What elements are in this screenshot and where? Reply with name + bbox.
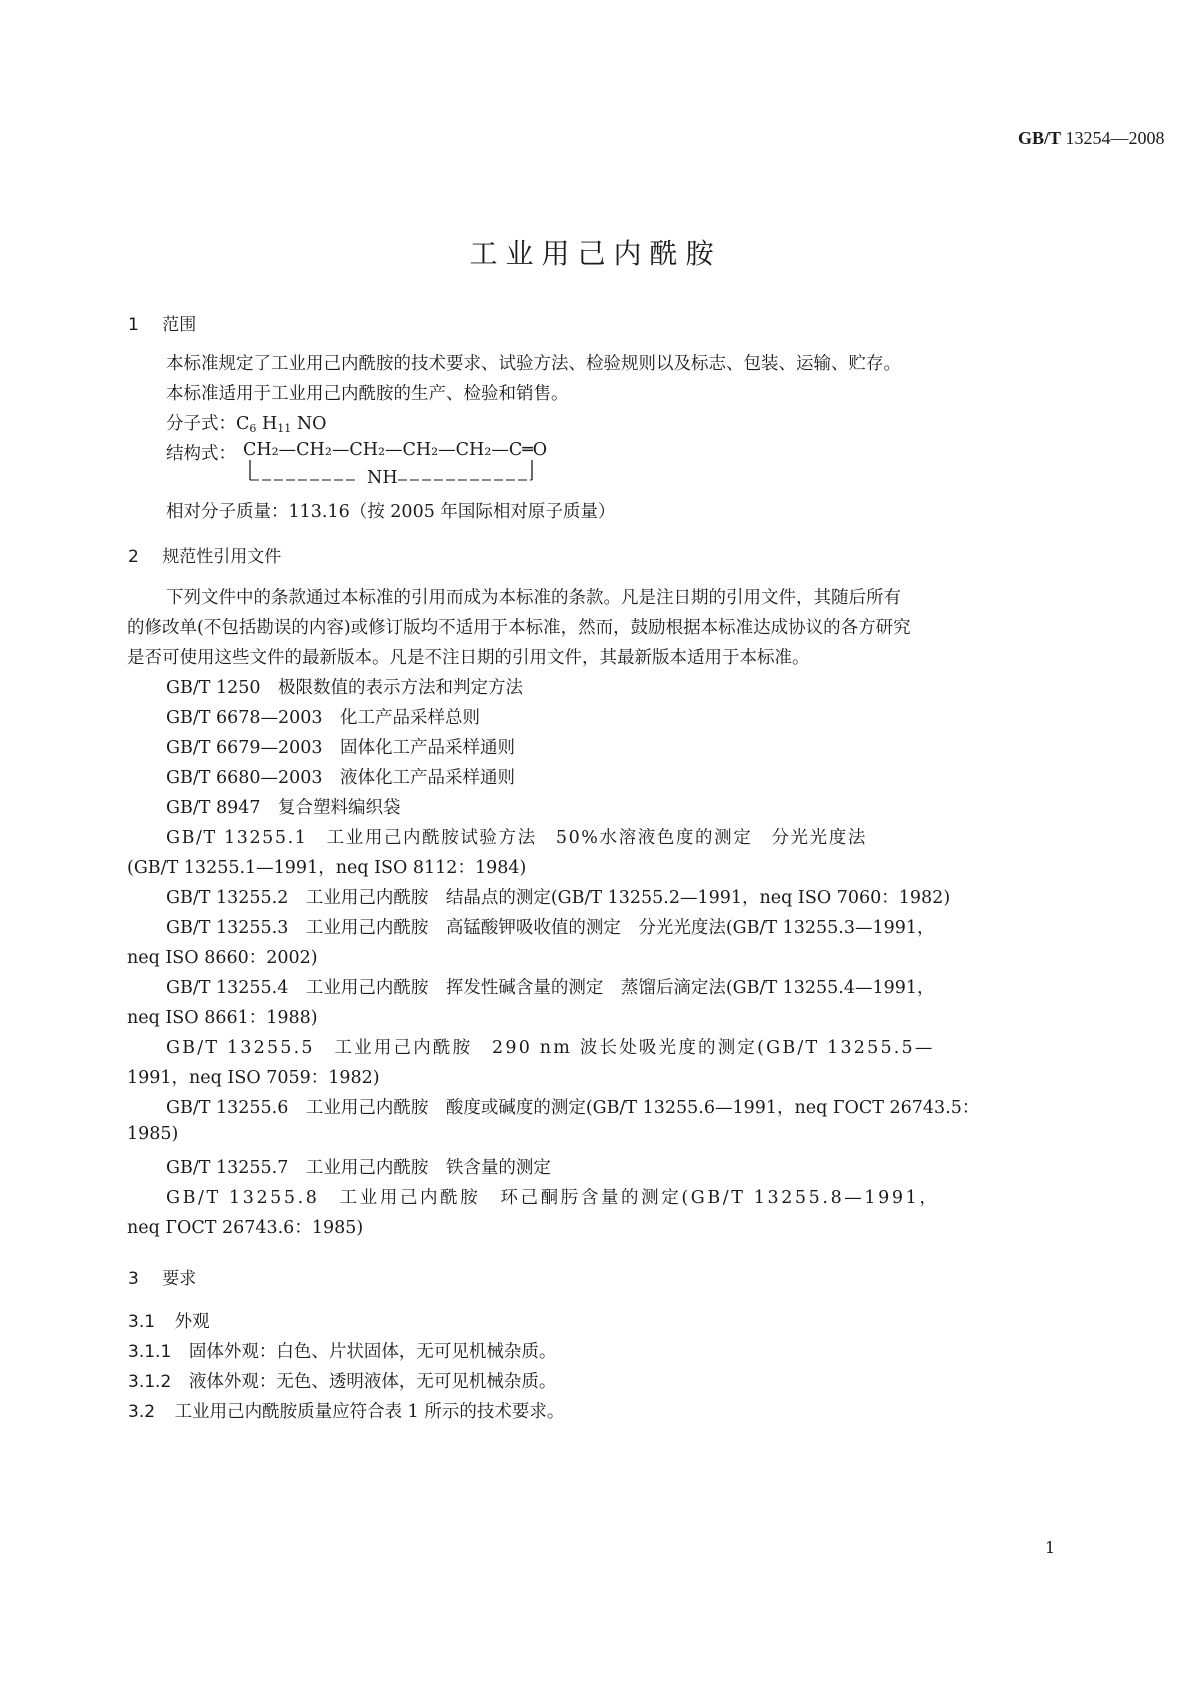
clause-3-1 [128, 1308, 210, 1333]
clause-3-2 [128, 1398, 564, 1423]
standard-code [1018, 128, 1165, 149]
structure-line-1: CH₂—CH₂—CH₂—CH₂—CH₂—C═O [243, 440, 548, 460]
formula-h: H [261, 414, 278, 434]
document-title: 工业用己内酰胺 [469, 237, 722, 270]
clause-3-1-1-text: 固体外观：白色、片状固体，无可见机械杂质。 [188, 1342, 557, 1362]
reference-13255-3-line-1: GB/T 13255.3 工业用己内酰胺 高锰酸钾吸收值的测定 分光光度法(GB/T 13255.3—1991， [166, 918, 935, 938]
clause-3-1-1-number: 3.1.1 [128, 1342, 172, 1362]
section-1-number: 1 [128, 315, 139, 335]
structure-label: 结构式： [166, 444, 236, 464]
reference-item: GB/T 6678—2003 化工产品采样总则 [166, 708, 481, 728]
reference-item: GB/T 6679—2003 固体化工产品采样通则 [166, 738, 516, 758]
clause-3-2-number: 3.2 [128, 1402, 156, 1422]
reference-13255-5-line-1: GB/T 13255.5 工业用己内酰胺 290 nm 波长处吸光度的测定(GB/T 13255.5— [166, 1038, 935, 1058]
formula-c: C [236, 414, 250, 434]
clause-3-1-2 [128, 1368, 556, 1393]
formula-c-sub: 6 [249, 422, 257, 435]
reference-13255-6-line-1: GB/T 13255.6 工业用己内酰胺 酸度或碱度的测定(GB/T 13255.6—1991，neq ГOCT 26743.5： [166, 1098, 980, 1118]
section-2-intro-line-1: 下列文件中的条款通过本标准的引用而成为本标准的条款。凡是注日期的引用文件，其随后所有 [166, 588, 901, 608]
reference-item: GB/T 8947 复合塑料编织袋 [166, 798, 401, 818]
clause-3-1-1 [128, 1338, 556, 1363]
standard-code-prefix: GB/T [1018, 128, 1062, 148]
clause-3-1-number: 3.1 [128, 1312, 156, 1332]
section-3-title: 要求 [162, 1269, 197, 1289]
section-1-paragraph-2: 本标准适用于工业用己内酰胺的生产、检验和销售。 [166, 384, 569, 404]
clause-3-2-text: 工业用己内酰胺质量应符合表 1 所示的技术要求。 [174, 1402, 565, 1422]
reference-13255-6-line-2: 1985) [127, 1124, 179, 1144]
section-1-heading [128, 310, 196, 335]
section-3-heading [128, 1264, 196, 1289]
section-2-intro-line-3: 是否可使用这些文件的最新版本。凡是不注日期的引用文件，其最新版本适用于本标准。 [127, 648, 810, 668]
reference-13255-7: GB/T 13255.7 工业用己内酰胺 铁含量的测定 [166, 1158, 551, 1178]
section-2-number: 2 [128, 547, 139, 567]
page-number: 1 [1045, 1538, 1056, 1557]
section-1-paragraph-1: 本标准规定了工业用己内酰胺的技术要求、试验方法、检验规则以及标志、包装、运输、贮存。 [166, 354, 901, 374]
section-2-title: 规范性引用文件 [162, 547, 282, 567]
reference-13255-2: GB/T 13255.2 工业用己内酰胺 结晶点的测定(GB/T 13255.2—1991，neq ISO 7060：1982) [166, 888, 951, 908]
reference-13255-5-line-2: 1991，neq ISO 7059：1982) [127, 1068, 380, 1088]
structure-nh: NH [367, 468, 398, 488]
formula-h-sub: 11 [277, 422, 292, 435]
reference-item: GB/T 6680—2003 液体化工产品采样通则 [166, 768, 516, 788]
reference-13255-4-line-2: neq ISO 8661：1988) [127, 1008, 318, 1028]
molecular-formula [166, 410, 326, 435]
formula-rest: NO [296, 414, 327, 434]
molecular-mass: 相对分子质量：113.16（按 2005 年国际相对原子质量） [166, 502, 616, 522]
clause-3-1-2-text: 液体外观：无色、透明液体，无可见机械杂质。 [188, 1372, 557, 1392]
formula-label: 分子式： [166, 414, 236, 434]
clause-3-1-2-number: 3.1.2 [128, 1372, 172, 1392]
section-3-number: 3 [128, 1269, 139, 1289]
section-2-heading [128, 542, 281, 567]
reference-13255-8-line-1: GB/T 13255.8 工业用己内酰胺 环己酮肟含量的测定(GB/T 13255.8—1991， [166, 1188, 940, 1208]
reference-13255-1-line-1: GB/T 13255.1 工业用己内酰胺试验方法 50%水溶液色度的测定 分光光度法 [166, 828, 867, 848]
section-2-intro-line-2: 的修改单(不包括勘误的内容)或修订版均不适用于本标准，然而，鼓励根据本标准达成协议的各方研究 [127, 618, 911, 638]
clause-3-1-text: 外观 [174, 1312, 210, 1332]
reference-item: GB/T 1250 极限数值的表示方法和判定方法 [166, 678, 524, 698]
reference-13255-3-line-2: neq ISO 8660：2002) [127, 948, 318, 968]
standard-code-number: 13254—2008 [1065, 128, 1165, 148]
reference-13255-4-line-1: GB/T 13255.4 工业用己内酰胺 挥发性碱含量的测定 蒸馏后滴定法(GB/T 13255.4—1991， [166, 978, 935, 998]
section-1-title: 范围 [162, 315, 197, 335]
reference-13255-8-line-2: neq ГOCT 26743.6：1985) [127, 1218, 364, 1238]
reference-13255-1-line-2: (GB/T 13255.1—1991，neq ISO 8112：1984) [127, 858, 527, 878]
